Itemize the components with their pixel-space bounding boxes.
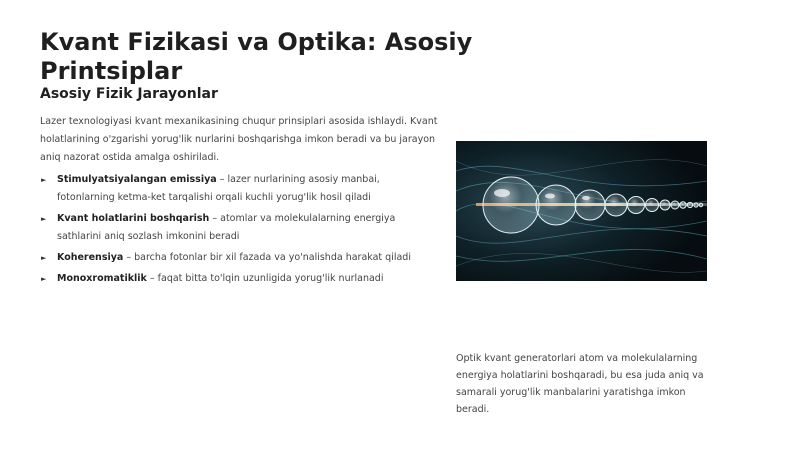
quantum-spheres-image [456, 141, 707, 281]
bullet-item [40, 270, 440, 288]
bullet-text: – barcha fotonlar bir xil fazada va yo'nalishda harakat qiladi [123, 252, 411, 263]
quantum-spheres-illustration [456, 141, 707, 281]
bullet-list [40, 171, 440, 291]
bullet-text: – lazer nurlarining asosiy manbai, fotonlarning ketma-ket tarqalishi orqali kuchli yorug'lik hosil qiladi [57, 174, 380, 203]
bullet-term: Kvant holatlarini boshqarish [57, 213, 210, 224]
bullet-item [40, 210, 440, 246]
triangle-right-icon: ► [41, 176, 47, 184]
bullet-term: Koherensiya [57, 252, 124, 263]
bullet-item [40, 249, 440, 267]
bullet-term: Stimulyatsiyalangan emissiya [57, 174, 217, 185]
triangle-right-icon: ► [41, 254, 47, 262]
intro-paragraph: Lazer texnologiyasi kvant mexanikasining chuqur prinsiplari asosida ishlaydi. Kvant holatlarining o'zgarishi yorug'lik nurlarini boshqarishga imkon beradi va bu jarayon aniq nazorat ostida amalga oshiriladi. [40, 116, 438, 163]
slide-title: Kvant Fizikasi va Optika: Asosiy Printsiplar [40, 28, 473, 85]
triangle-right-icon: ► [41, 215, 47, 223]
bullet-text: – atomlar va molekulalarning energiya sathlarini aniq sozlash imkonini beradi [57, 213, 396, 242]
triangle-right-icon: ► [41, 275, 47, 283]
bullet-term: Monoxromatiklik [57, 273, 147, 284]
bullet-text: – faqat bitta to'lqin uzunligida yorug'lik nurlanadi [146, 273, 384, 284]
section-subtitle: Asosiy Fizik Jarayonlar [40, 86, 218, 102]
image-caption: Optik kvant generatorlari atom va molekulalarning energiya holatlarini boshqaradi, bu esa juda aniq va samarali yorug'lik manbalarini yaratishga imkon beradi. [456, 353, 704, 415]
bullet-item [40, 171, 440, 207]
